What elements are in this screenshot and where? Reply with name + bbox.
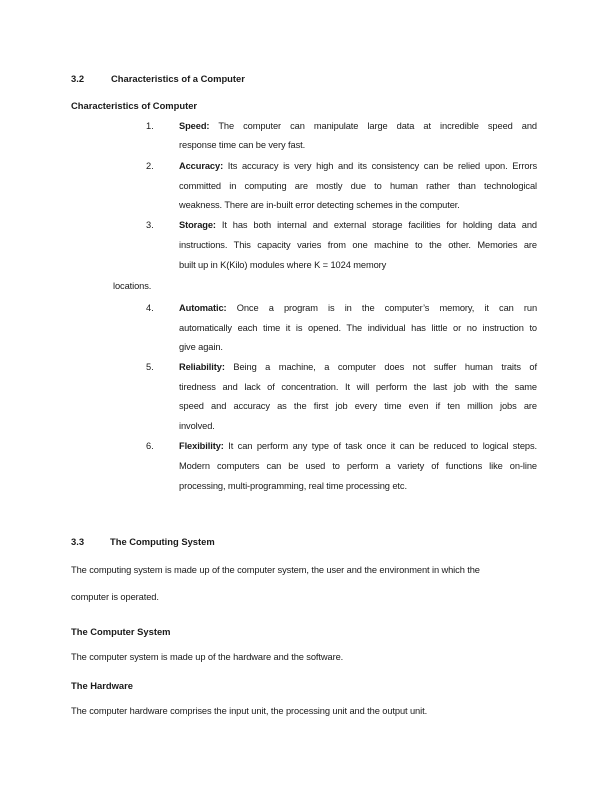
list-item-line: Speed: The computer can manipulate large data at incredible speed and (179, 121, 537, 131)
list-item-line: involved. (179, 421, 215, 431)
subheading: The Hardware (71, 680, 133, 691)
subheading: Characteristics of Computer (71, 100, 198, 111)
list-item-term: Speed: (179, 121, 210, 131)
subheading: The Computer System (71, 626, 171, 637)
list-item-line: Automatic: Once a program is in the computer’s memory, it can run (179, 303, 538, 313)
list-item-term: Flexibility: (179, 441, 224, 451)
list-item-line: built up in K(Kilo) modules where K = 1024 memory (179, 260, 387, 270)
paragraph-line: The computer system is made up of the hardware and the software. (71, 652, 344, 662)
section-number: 3.3 (71, 536, 85, 547)
list-item-term: Reliability: (179, 362, 225, 372)
list-item-number: 5. (146, 362, 154, 372)
list-item-line: give again. (179, 342, 223, 352)
paragraph-line: The computing system is made up of the computer system, the user and the environment in which the (71, 565, 480, 575)
list-item-line: instructions. This capacity varies from one machine to the other. Memories are (179, 240, 537, 250)
list-item-number: 6. (146, 441, 154, 451)
list-item-term: Storage: (179, 220, 216, 230)
list-item-line: Flexibility: It can perform any type of task once it can be reduced to logical steps. (179, 441, 538, 451)
list-item-line: Storage: It has both internal and external storage facilities for holding data and (179, 220, 537, 230)
section-title: Characteristics of a Computer (111, 73, 245, 84)
list-item-line: weakness. There are in-built error detecting schemes in the computer. (179, 200, 460, 210)
paragraph-line: computer is operated. (71, 592, 159, 602)
list-item-term: Accuracy: (179, 161, 224, 171)
list-item-line: automatically each time it is opened. The individual has little or no instruction to (179, 323, 537, 333)
list-item-number: 1. (146, 121, 154, 131)
list-item-line: Reliability: Being a machine, a computer does not suffer human traits of (179, 362, 537, 372)
list-item-term: Automatic: (179, 303, 227, 313)
list-item-line: committed in computing are mostly due to human rather than technological (179, 181, 537, 191)
paragraph-line: The computer hardware comprises the input unit, the processing unit and the output unit. (71, 706, 428, 716)
list-item-overflow: locations. (113, 281, 152, 291)
list-item-number: 4. (146, 303, 154, 313)
list-item-line: response time can be very fast. (179, 140, 306, 150)
list-item-line: tiredness and lack of concentration. It will perform the last job with the same (179, 382, 537, 392)
list-item-line: Accuracy: Its accuracy is very high and its consistency can be relied upon. Errors (179, 161, 537, 171)
list-item-line: Modern computers can be used to perform a variety of functions like on-line (179, 461, 537, 471)
list-item-line: speed and accuracy as the first job every time even if ten million jobs are (179, 401, 537, 411)
list-item-line: processing, multi-programming, real time processing etc. (179, 481, 407, 491)
list-item-number: 3. (146, 220, 154, 230)
section-title: The Computing System (110, 536, 215, 547)
list-item-number: 2. (146, 161, 154, 171)
section-number: 3.2 (71, 73, 85, 84)
